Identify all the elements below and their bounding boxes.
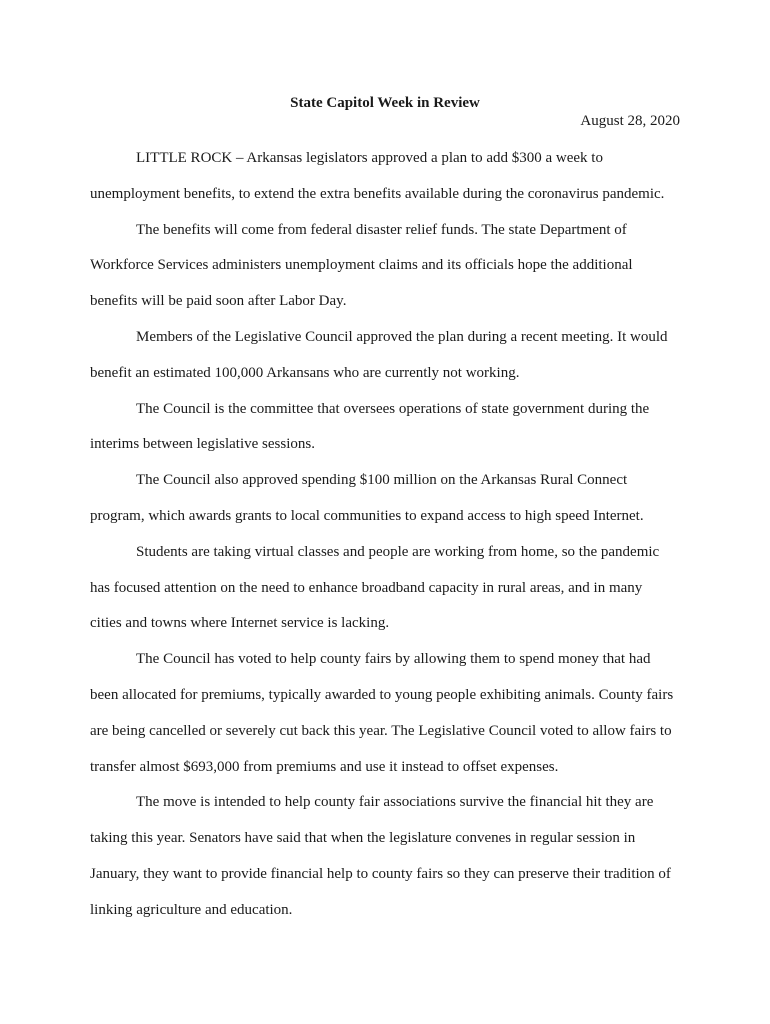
text-line: linking agriculture and education.	[90, 901, 293, 918]
document-title: State Capitol Week in Review	[290, 95, 480, 111]
paragraph-5	[90, 463, 680, 535]
document-body	[90, 141, 680, 929]
text-line: The Council has voted to help county fairs by allowing them to spend money that had	[136, 651, 651, 668]
text-line: cities and towns where Internet service is lacking.	[90, 615, 390, 632]
text-line: interims between legislative sessions.	[90, 436, 315, 453]
paragraph-3	[90, 320, 680, 392]
text-line: Members of the Legislative Council approved the plan during a recent meeting. It would	[136, 328, 668, 345]
text-line: are being cancelled or severely cut back this year. The Legislative Council voted to allow fairs to	[90, 722, 672, 739]
text-line: Students are taking virtual classes and people are working from home, so the pandemic	[136, 543, 660, 560]
text-line: been allocated for premiums, typically awarded to young people exhibiting animals. County fairs	[90, 686, 674, 703]
paragraph-1	[90, 141, 680, 213]
paragraph-7	[90, 642, 680, 785]
text-line: Workforce Services administers unemployment claims and its officials hope the additional	[90, 257, 633, 274]
text-line: transfer almost $693,000 from premiums and use it instead to offset expenses.	[90, 758, 559, 775]
text-line: January, they want to provide financial help to county fairs so they can preserve their tradition of	[90, 865, 671, 882]
text-line: benefit an estimated 100,000 Arkansans who are currently not working.	[90, 364, 520, 381]
text-line: benefits will be paid soon after Labor Day.	[90, 293, 347, 310]
text-line: program, which awards grants to local communities to expand access to high speed Internet.	[90, 507, 644, 524]
paragraph-2	[90, 213, 680, 320]
text-line: The benefits will come from federal disaster relief funds. The state Department of	[136, 221, 627, 238]
text-line: The Council also approved spending $100 million on the Arkansas Rural Connect	[136, 472, 628, 489]
text-line: LITTLE ROCK – Arkansas legislators approved a plan to add $300 a week to	[136, 150, 603, 166]
text-line: taking this year. Senators have said that when the legislature convenes in regular session in	[90, 830, 636, 847]
text-line: The move is intended to help county fair associations survive the financial hit they are	[136, 794, 654, 811]
text-line: The Council is the committee that oversees operations of state government during the	[136, 400, 650, 417]
paragraph-6	[90, 535, 680, 642]
text-line: has focused attention on the need to enhance broadband capacity in rural areas, and in many	[90, 579, 643, 596]
paragraph-8	[90, 785, 680, 928]
paragraph-4	[90, 392, 680, 464]
document-date: August 28, 2020	[580, 113, 680, 129]
text-line: unemployment benefits, to extend the extra benefits available during the coronavirus pandemic.	[90, 185, 665, 202]
document-page	[90, 0, 680, 1024]
